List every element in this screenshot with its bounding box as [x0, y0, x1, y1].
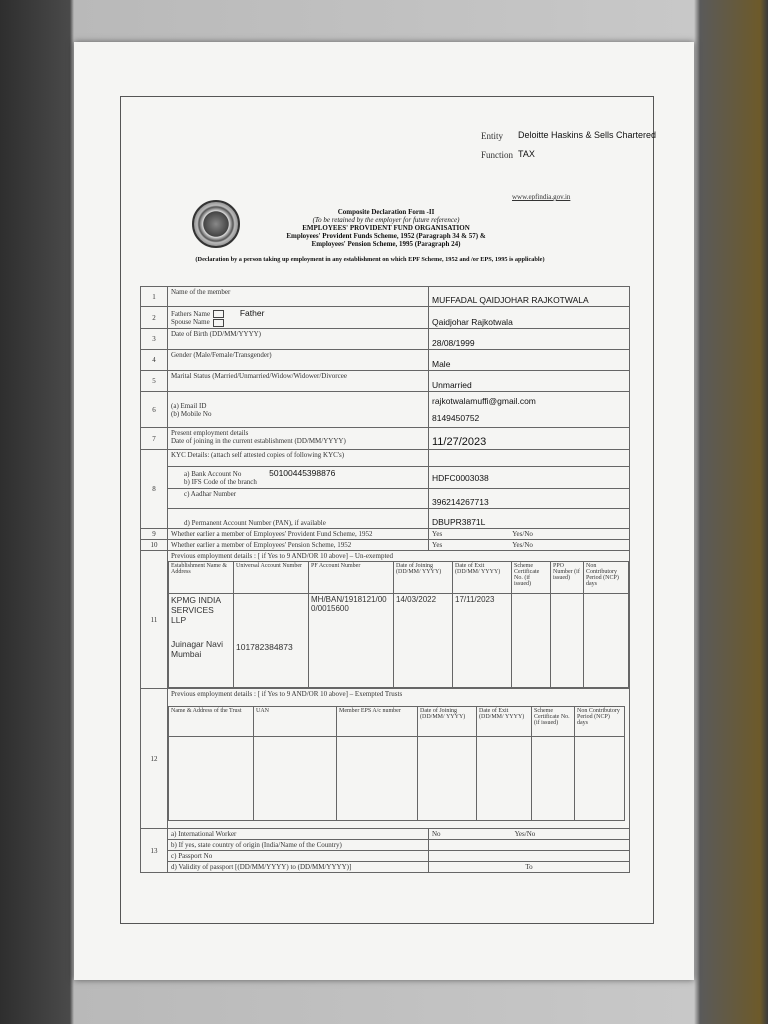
scheme-cert-field[interactable] [532, 737, 575, 821]
passport-label: c) Passport No [168, 851, 429, 862]
org-name: EMPLOYEES' PROVIDENT FUND ORGANISATION [302, 224, 470, 232]
kyc-heading-blank [429, 450, 630, 467]
ppo-field[interactable] [551, 594, 584, 688]
row-10 [141, 540, 630, 551]
bank-account-label: a) Bank Account No [184, 470, 242, 478]
row-number: 13 [141, 829, 168, 873]
establishment-address: Juinagar Navi Mumbai [171, 639, 223, 659]
row-13d [141, 862, 630, 873]
bank-account-field[interactable]: 50100445398876 [269, 468, 336, 478]
row-number: 4 [141, 350, 168, 371]
row-number: 6 [141, 392, 168, 428]
declaration-table [140, 286, 630, 873]
scheme-cert-field[interactable] [512, 594, 551, 688]
website-link[interactable]: www.epfindia.gov.in [512, 193, 571, 201]
col-scheme-cert: Scheme Certificate No. (if issued) [532, 707, 575, 737]
row-13a [141, 829, 630, 840]
col-ppo: PPO Number (if issued) [551, 562, 584, 594]
row-5 [141, 371, 630, 392]
row-8-pan [141, 509, 630, 529]
col-pf-account: PF Account Number [309, 562, 394, 594]
col-trust-name: Name & Address of the Trust [169, 707, 254, 737]
row-number: 3 [141, 329, 168, 350]
row-number: 10 [141, 540, 168, 551]
aadhar-field[interactable]: 396214267713 [429, 489, 630, 509]
intl-answer-value: No [432, 830, 441, 838]
ncp-field[interactable] [584, 594, 629, 688]
form-header [238, 208, 534, 248]
mobile-label: (b) Mobile No [171, 409, 212, 418]
unexempted-heading: Previous employment details : [ if Yes to 9 AND/OR 10 above] – Un-exempted [171, 552, 394, 560]
function-value: TAX [518, 149, 535, 159]
uan-field[interactable]: 101782384873 [234, 594, 309, 688]
row-2 [141, 307, 630, 329]
col-scheme-cert: Scheme Certificate No. (if issued) [512, 562, 551, 594]
row-1 [141, 287, 630, 307]
exempted-heading: Previous employment details : [ if Yes to 9 AND/OR 10 above] – Exempted Trusts [171, 690, 403, 698]
eps-answer-value: Yes [432, 541, 443, 549]
gender-field[interactable]: Male [429, 350, 630, 371]
name-field[interactable]: MUFFADAL QAIDJOHAR RAJKOTWALA [429, 287, 630, 307]
validity-to-text: To [525, 863, 533, 871]
exempted-header-row [169, 707, 625, 737]
entity-value: Deloitte Haskins & Sells Chartered [518, 130, 657, 140]
row-8-bank [141, 467, 630, 489]
row-8-aadhar [141, 489, 630, 509]
function-label: Function [481, 150, 514, 160]
row-number: 5 [141, 371, 168, 392]
email-field[interactable]: rajkotwalamuffi@gmail.com [432, 396, 536, 406]
unexempted-section [168, 551, 630, 689]
name-label: Name of the member [168, 287, 429, 307]
row-4 [141, 350, 630, 371]
trust-name-field[interactable] [169, 737, 254, 821]
intl-worker-label: a) International Worker [168, 829, 429, 840]
unexempted-data-row [169, 594, 629, 688]
col-ncp: Non Contributory Period (NCP) days [584, 562, 629, 594]
row-11 [141, 551, 630, 689]
uan-field[interactable] [254, 737, 337, 821]
eps-member-label: Whether earlier a member of Employees' Pension Scheme, 1952 [168, 540, 429, 551]
col-date-joining: Date of Joining (DD/MM/ YYYY) [418, 707, 477, 737]
dob-label: Date of Birth (DD/MM/YYYY) [168, 329, 429, 350]
intl-worker-answer[interactable] [429, 829, 630, 840]
row-number: 7 [141, 428, 168, 450]
bank-details-label [168, 467, 429, 489]
country-origin-field[interactable] [429, 840, 630, 851]
passport-field[interactable] [429, 851, 630, 862]
col-uan: Universal Account Number [234, 562, 309, 594]
kyc-heading: KYC Details: (attach self attested copies of following KYC's) [168, 450, 429, 467]
epf-member-answer[interactable] [429, 529, 630, 540]
employment-label [168, 428, 429, 450]
col-ncp: Non Contributory Period (NCP) days [575, 707, 625, 737]
gender-label: Gender (Male/Female/Transgender) [168, 350, 429, 371]
form-title: Composite Declaration Form -II [337, 208, 435, 216]
unexempted-header-row [169, 562, 629, 594]
fathers-checkbox[interactable] [213, 310, 224, 318]
row-number: 12 [141, 689, 168, 829]
row-7 [141, 428, 630, 450]
row-13c [141, 851, 630, 862]
epf-answer-value: Yes [432, 530, 443, 538]
ncp-field[interactable] [575, 737, 625, 821]
scheme-line-2: Employees' Pension Scheme, 1995 (Paragraph 24) [311, 240, 461, 248]
col-uan: UAN [254, 707, 337, 737]
date-exit-field[interactable]: 17/11/2023 [453, 594, 512, 688]
col-establishment: Establishment Name & Address [169, 562, 234, 594]
spouse-checkbox[interactable] [213, 319, 224, 327]
pf-account-field[interactable]: MH/BAN/1918121/000/0015600 [309, 594, 394, 688]
eps-account-field[interactable] [337, 737, 418, 821]
yes-no-options: Yes/No [512, 530, 533, 538]
exempted-data-row [169, 737, 625, 821]
exempted-section [168, 689, 630, 829]
declaration-note: (Declaration by a person taking up employment in any establishment on which EPF Scheme, 1952 and /or EPS, 1995 is applicable) [195, 256, 545, 263]
col-date-exit: Date of Exit (DD/MM/ YYYY) [477, 707, 532, 737]
row-number: 9 [141, 529, 168, 540]
email-label: (a) Email ID [171, 401, 207, 410]
pan-field[interactable]: DBUPR3871L [429, 509, 630, 529]
fathers-name-label: Fathers Name [171, 310, 211, 318]
marital-status-field[interactable]: Unmarried [429, 371, 630, 392]
row-8-heading [141, 450, 630, 467]
father-spouse-label [168, 307, 429, 329]
establishment-name: KPMG INDIA SERVICES LLP [171, 595, 221, 625]
joining-date-field[interactable]: 11/27/2023 [429, 428, 630, 450]
mobile-field[interactable]: 8149450752 [432, 413, 480, 423]
row-12 [141, 689, 630, 829]
contact-label [168, 392, 429, 428]
joining-date-label: Date of joining in the current establishment (DD/MM/YYYY) [171, 437, 346, 445]
row-6 [141, 392, 630, 428]
ifsc-field[interactable]: HDFC0003038 [429, 467, 630, 489]
form-subtitle: (To be retained by the employer for future reference) [312, 216, 460, 224]
dob-field[interactable]: 28/08/1999 [429, 329, 630, 350]
epfo-emblem-icon [192, 200, 240, 248]
aadhar-label: c) Aadhar Number [168, 489, 429, 509]
col-eps-account: Member EPS A/c number [337, 707, 418, 737]
father-tick-value: Father [239, 308, 265, 318]
row-13b [141, 840, 630, 851]
row-number: 8 [141, 450, 168, 529]
col-date-exit: Date of Exit (DD/MM/ YYYY) [453, 562, 512, 594]
col-date-joining: Date of Joining (DD/MM/ YYYY) [394, 562, 453, 594]
date-exit-field[interactable] [477, 737, 532, 821]
scheme-line-1: Employees' Provident Funds Scheme, 1952 (Paragraph 34 & 57) & [286, 232, 486, 240]
passport-validity-field[interactable] [429, 862, 630, 873]
exempted-table [168, 706, 625, 821]
row-3 [141, 329, 630, 350]
contact-field [429, 392, 630, 428]
yes-no-options: Yes/No [514, 830, 536, 838]
date-joining-field[interactable]: 14/03/2022 [394, 594, 453, 688]
eps-member-answer[interactable] [429, 540, 630, 551]
date-joining-field[interactable] [418, 737, 477, 821]
row-number: 1 [141, 287, 168, 307]
passport-validity-label: d) Validity of passport [(DD/MM/YYYY) to (DD/MM/YYYY)] [168, 862, 429, 873]
father-name-field[interactable]: Qaidjohar Rajkotwala [429, 307, 630, 329]
country-origin-label: b) If yes, state country of origin (India/Name of the Country) [168, 840, 429, 851]
establishment-field[interactable] [169, 594, 234, 688]
entity-label: Entity [481, 131, 503, 141]
epf-member-label: Whether earlier a member of Employees' Provident Fund Scheme, 1952 [168, 529, 429, 540]
row-number: 11 [141, 551, 168, 689]
ifsc-label: b) IFS Code of the branch [184, 478, 257, 486]
yes-no-options: Yes/No [512, 541, 533, 549]
row-9 [141, 529, 630, 540]
pan-label: d) Permanent Account Number (PAN), if available [168, 509, 429, 529]
spouse-name-label: Spouse Name [171, 318, 210, 327]
unexempted-table [168, 561, 629, 688]
row-number: 2 [141, 307, 168, 329]
present-employment-label: Present employment details [171, 429, 249, 437]
marital-status-label: Marital Status (Married/Unmarried/Widow/Widower/Divorcee [168, 371, 429, 392]
